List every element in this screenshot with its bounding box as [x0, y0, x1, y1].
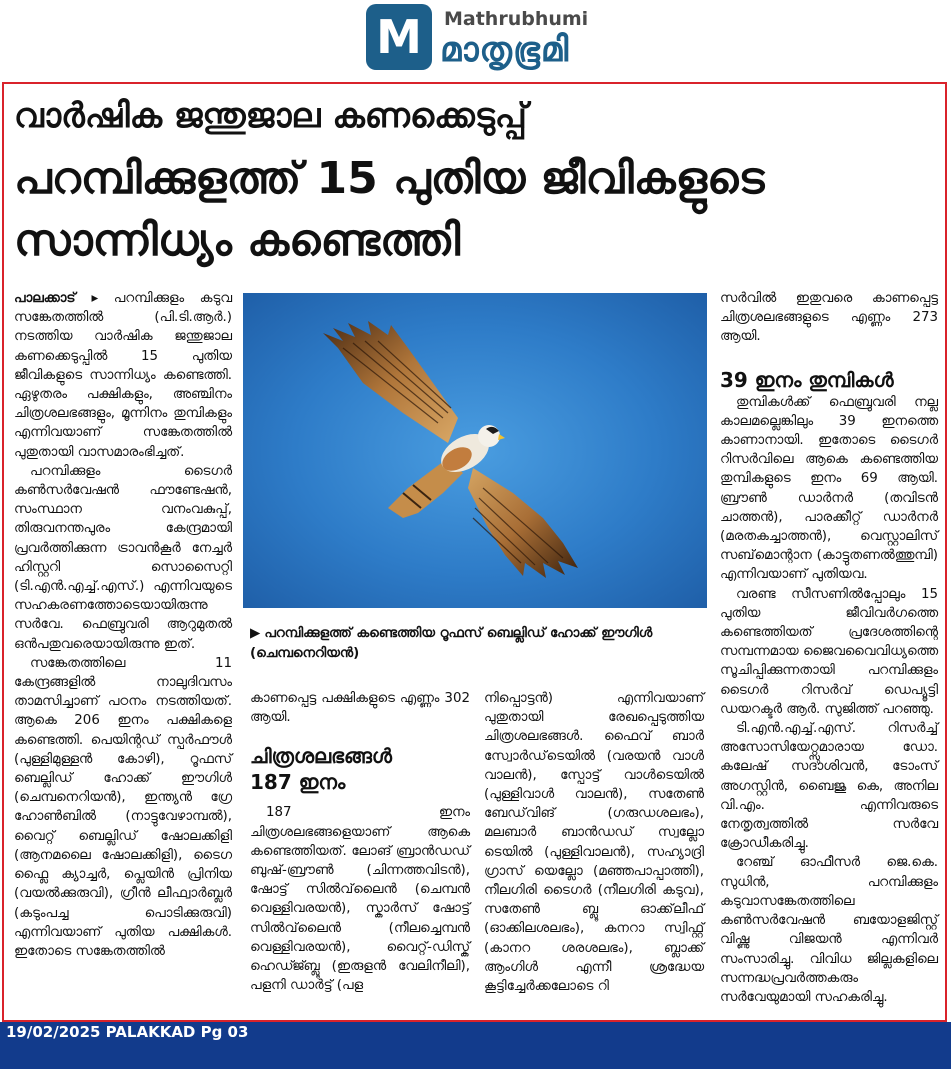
- photo-caption: [250, 624, 705, 664]
- body-paragraph: കാണപ്പെട്ട പക്ഷികളുടെ എണ്ണം 302 ആയി.: [250, 691, 470, 726]
- dateline: പാലക്കാട് ▸: [14, 291, 99, 306]
- caption-text: പറമ്പിക്കുളത്ത് കണ്ടെത്തിയ റൂഫസ് ബെല്ലിഡ് ഹോക്ക് ഈഗിൾ (ചെമ്പനെറിയൻ): [250, 626, 653, 661]
- body-paragraph: സർവിൽ ഇതുവരെ കാണപ്പെട്ട ചിത്രശലഭങ്ങളുടെ എണ്ണം 273 ആയി.: [720, 291, 938, 345]
- lead-text: പറമ്പിക്കുളം കടുവ സങ്കേതത്തിൽ (പി.ടി.ആർ.) നടത്തിയ വാർഷിക ജന്തുജാല കണക്കെടുപ്പിൽ 15 പുതിയ ജീവികളുടെ സാന്നിധ്യം കണ്ടെത്തി. ഏഴുതരം പക്ഷികളും, അഞ്ചിനം ചിത്രശലഭങ്ങളും, മൂന്നിനം തുമ്പികളും എന്നിവയാണ് സങ്കേതത്തിൽ പുതുതായി വാസമാരംഭിച്ചത്.: [14, 291, 233, 460]
- article-column-4: [720, 289, 938, 1007]
- body-paragraph: നിപ്പൊട്ടൻ) എന്നിവയാണ് പുതുതായി രേഖപ്പെടുത്തിയ ചിത്രശലഭങ്ങൾ. ഫൈവ് ബാർ സ്വോർഡ്‌ടെയിൽ (വരയൻ വാൾ വാലൻ), സ്പോട്ട് വാൾടെയിൽ (പുള്ളിവാൾ വാലൻ), സതേൺ ബേഡ്‌വിങ് (ഗരുഡശലഭം), മലബാർ ബാൻഡഡ് സ്വല്ലോ ടെയിൽ (പുള്ളിവാലൻ), സഹ്യാദ്രി ഗ്രാസ് യെല്ലോ (മഞ്ഞപാപ്പാത്തി), നീലഗിരി ടൈഗർ (നീലഗിരി കടുവ), സതേൺ ബ്ലൂ ഓക്ക്‌ലീഫ് (ഓക്കിലശലഭം), കനറാ സ്വിഫ്റ്റ് (കാനറ ശരശലഭം), ബ്ലാക്ക് ആംഗിൾ എന്നീ ശ്രദ്ധേയ കൂട്ടിച്ചേർക്കലോടെ റി: [484, 691, 704, 995]
- lead-paragraph: [14, 289, 232, 462]
- masthead: [0, 0, 951, 80]
- subheading-butterfly-count: 187 ഇനം: [250, 770, 346, 795]
- brand-name-english: Mathrubhumi: [444, 8, 589, 30]
- subheading-dragonflies: 39 ഇനം തുമ്പികൾ: [720, 367, 894, 392]
- body-paragraph: സങ്കേതത്തിലെ 11 കേന്ദ്രങ്ങളിൽ നാലുദിവസം താമസിച്ചാണ് പഠനം നടത്തിയത്. ആകെ 206 ഇനം പക്ഷികളെ കണ്ടെത്തി. പെയിന്റഡ് സ്പർഫൗൾ (പുള്ളിമുള്ളൻ കോഴി), റൂഫസ് ബെല്ലിഡ് ഹോക്ക് ഈഗിൾ (ചെമ്പനെറിയൻ), ഇന്ത്യൻ ഗ്രേ ഹോൺബിൽ (നാട്ടുവേഴാമ്പൽ), വൈറ്റ് ബെല്ലിഡ് ഷോലക്കിളി (ആനമലൈ ഷോലക്കിളി), ടൈഗ ഫ്ലൈ ക്യാച്ചർ, പ്ലെയിൻ പ്രിനിയ (വയൽക്കുരുവി), ഗ്രീൻ ലീഫ്വാർബ്ലർ (കടുംപച്ച പൊടിക്കുരുവി) എന്നിവയാണ് പുതിയ പക്ഷികൾ. ഇതോടെ സങ്കേതത്തിൽ: [14, 655, 232, 959]
- body-paragraph: റേഞ്ച് ഓഫീസർ ജെ.കെ. സുധിൻ, പറമ്പിക്കുളം കടുവാസങ്കേതത്തിലെ കൺസർവേഷൻ ബയോളജിസ്റ്റ് വിഷ്ണു വിജയൻ എന്നിവർ സംസാരിച്ചു. വിവിധ ജില്ലകളിലെ സന്നദ്ധപ്രവർത്തകരും സർവേയുമായി സഹകരിച്ചു.: [720, 855, 938, 1005]
- body-paragraph: പറമ്പിക്കുളം ടൈഗർ കൺസർവേഷൻ ഫൗണ്ടേഷൻ, സംസ്ഥാന വനംവകുപ്പ്, തിരുവനന്തപുരം കേന്ദ്രമായി പ്രവർത്തിക്കുന്ന ട്രാവൻകൂർ നേച്ചർ ഹിസ്റ്ററി സൊസൈറ്റി (ടി.എൻ.എച്ച്.എസ്.) എന്നിവയുടെ സഹകരണത്തോടെയായിരുന്നു സർവേ. ഫെബ്രുവരി ആറുമുതൽ ഒൻപതുവരെയായിരുന്നു ഇത്.: [14, 463, 232, 652]
- eagle-photo: [243, 293, 707, 608]
- body-paragraph: തുമ്പികൾക്ക് ഫെബ്രുവരി നല്ല കാലമല്ലെങ്കിലും 39 ഇനത്തെ കാണാനായി. ഇതോടെ ടൈഗർ റിസർവിലെ ആകെ കണ്ടെത്തിയ തുമ്പികളുടെ ഇനം 69 ആയി. ബ്രൗൺ ഡാർനർ (തവിടൻ ചാത്തൻ), പാരക്കീറ്റ് ഡാർനർ (മരതകച്ചാത്തൻ), വെസ്റ്റാലിസ് സബ്‌മൊന്റാന (കാട്ടുതണൽത്തുമ്പി) എന്നിവയാണ് പുതിയവ.: [720, 394, 938, 583]
- article-column-3: [484, 689, 704, 996]
- article-kicker: വാർഷിക ജന്തുജാല കണക്കെടുപ്പ്: [14, 96, 527, 136]
- article-headline: പറമ്പിക്കുളത്ത് 15 പുതിയ ജീവികളുടെ സാന്നിധ്യം കണ്ടെത്തി: [14, 153, 765, 266]
- article-column-2: [250, 689, 470, 995]
- brand-name-malayalam: മാതൃഭൂമി: [440, 30, 570, 70]
- body-paragraph: 187 ഇനം ചിത്രശലഭങ്ങളെയാണ് ആകെ കണ്ടെത്തിയത്. ലോങ് ബ്രാൻഡഡ് ബുഷ്-ബ്രൗൺ (ചിന്നത്തവിടൻ), ഷോട്ട് സിൽവ്‌ലൈൻ (ചെമ്പൻ വെള്ളിവരയൻ), സ്കാർസ് ഷോട്ട് സിൽവ്‌ലൈൻ (നീലച്ചെമ്പൻ വെള്ളിവരയൻ), വൈറ്റ്-ഡിസ്ക് ഹെഡ്ജ്ബ്ലൂ (ഇരുളൻ വേലിനീലി), പളനി ഡാർട്ട് (പള: [250, 805, 470, 994]
- body-paragraph: വരണ്ട സീസണിൽപ്പോലും 15 പുതിയ ജീവിവർഗത്തെ കണ്ടെത്തിയത് പ്രദേശത്തിന്റെ സമ്പന്നമായ ജൈവവൈവിധ്യത്തെ സൂചിപ്പിക്കുന്നതായി പറമ്പിക്കുളം ടൈഗർ റിസർവ് ഡെപ്യൂട്ടി ഡയറക്ടർ ആർ. സുജിത്ത് പറഞ്ഞു.: [720, 586, 938, 717]
- article-column-1: [14, 289, 232, 961]
- subheading-butterflies: ചിത്രശലഭങ്ങൾ: [250, 744, 392, 769]
- body-paragraph: ടി.എൻ.എച്ച്.എസ്. റിസർച്ച് അസോസിയേറ്റ്സുമാരായ ഡോ. കലേഷ് സദാശിവൻ, ടോംസ് അഗസ്റ്റിൻ, ബൈജു കെ, അനില വി.എം. എന്നിവരുടെ നേതൃത്വത്തിൽ സർവേ ക്രോഡീകരിച്ചു.: [720, 721, 938, 852]
- eagle-illustration: [243, 293, 707, 608]
- mathrubhumi-logo-icon[interactable]: M: [366, 4, 432, 70]
- caption-arrow-icon: ▶: [250, 626, 261, 641]
- edition-label: 19/02/2025 PALAKKAD Pg 03: [6, 1023, 249, 1041]
